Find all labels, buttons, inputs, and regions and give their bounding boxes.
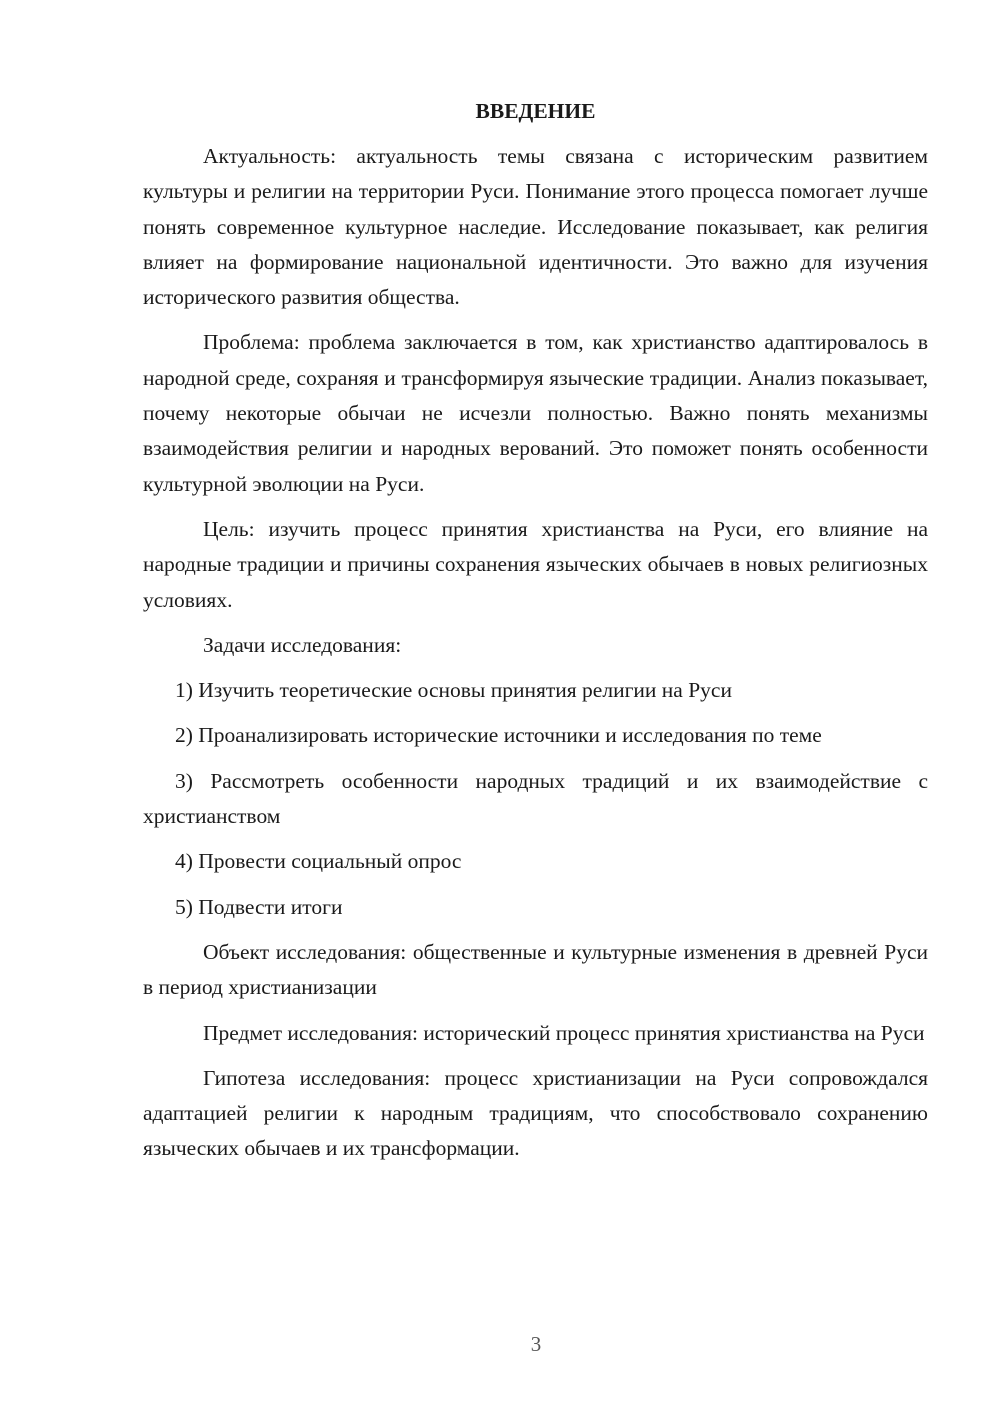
task-item: 3) Рассмотреть особенности народных традиций и их взаимодействие с христианством <box>143 768 928 829</box>
task-item: 4) Провести социальный опрос <box>175 849 462 874</box>
problem-paragraph: Проблема: проблема заключается в том, как христианство адаптировалось в народной среде, сохраняя и трансформируя языческие традиции. Анализ показывает, почему некоторые обычаи не исчезли полностью. Важно понять механизмы взаимодействия религии и народных верований. Это поможет понять особенности культурной эволюции на Руси. <box>143 330 928 496</box>
page-number: 3 <box>530 1332 542 1356</box>
goal-paragraph: Цель: изучить процесс принятия христианства на Руси, его влияние на народные традиции и причины сохранения языческих обычаев в новых религиозных условиях. <box>143 516 928 612</box>
task-item: 1) Изучить теоретические основы принятия религии на Руси <box>175 678 732 703</box>
hypothesis-paragraph: Гипотеза исследования: процесс христианизации на Руси сопровождался адаптацией религии к народным традициям, что способствовало сохранению языческих обычаев и их трансформации. <box>143 1065 928 1161</box>
tasks-heading: Задачи исследования: <box>203 632 402 657</box>
object-paragraph: Объект исследования: общественные и культурные изменения в древней Руси в период христианизации <box>143 939 928 1000</box>
subject-paragraph: Предмет исследования: исторический процесс принятия христианства на Руси <box>203 1020 925 1045</box>
task-item: 2) Проанализировать исторические источники и исследования по теме <box>175 723 822 748</box>
section-heading: ВВЕДЕНИЕ <box>475 99 596 123</box>
task-item: 5) Подвести итоги <box>175 894 343 919</box>
page-content <box>143 94 928 1177</box>
relevance-paragraph: Актуальность: актуальность темы связана с историческим развитием культуры и религии на территории Руси. Понимание этого процесса помогает лучше понять современное культурное наследие. Исследование показывает, как религия влияет на формирование национальной идентичности. Это важно для изучения исторического развития общества. <box>143 144 928 310</box>
